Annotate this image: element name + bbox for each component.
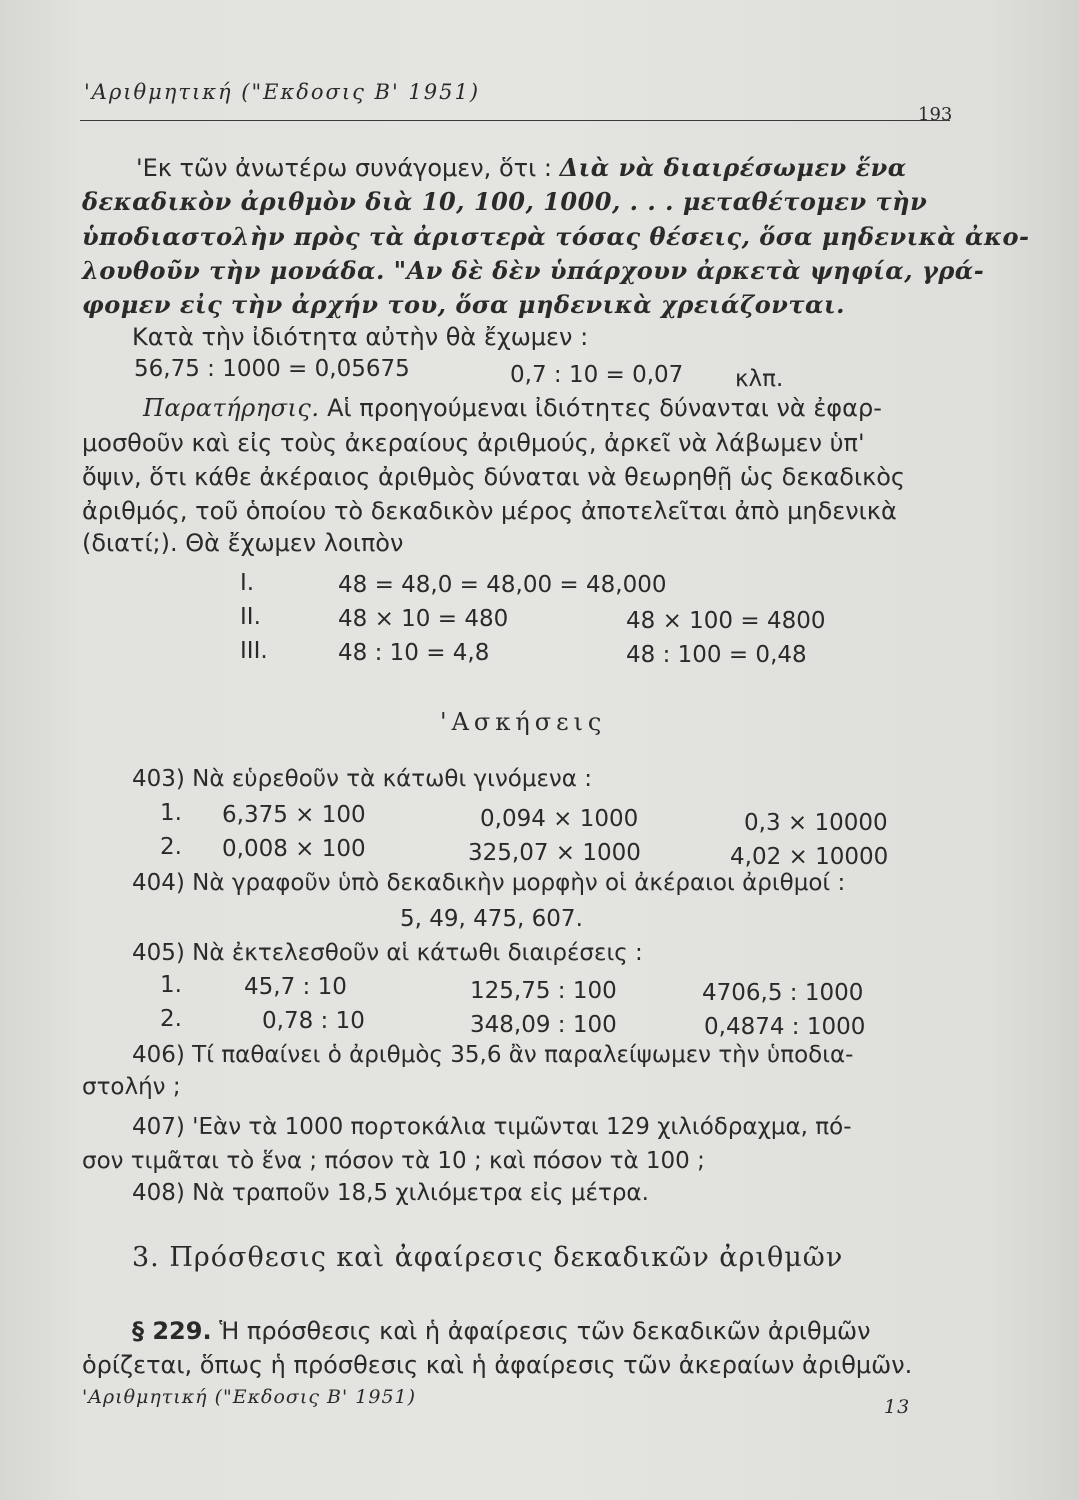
remark-line-2: μοσθοῦν καὶ εἰς τοὺς ἀκεραίους ἀριθμούς, ἀρκεῖ νὰ λάβωμεν ὑπ'	[82, 429, 865, 457]
intro-example-etc: κλπ.	[735, 366, 784, 392]
exercise-408: 408) Νὰ τραποῦν 18,5 χιλιόμετρα εἰς μέτρα.	[132, 1180, 649, 1206]
ex405-row1-c3: 4706,5 : 1000	[702, 980, 864, 1006]
ex405-row1-c1: 45,7 : 10	[244, 974, 347, 1000]
header-rule	[80, 120, 950, 121]
intro-line-2: δεκαδικὸν ἀριθμὸν διὰ 10, 100, 1000, . . . μεταθέτομεν τὴν	[82, 187, 928, 216]
remark-line-1-text: Αἱ προηγούμεναι ἰδιότητες δύνανται νὰ ἐφαρ-	[327, 394, 882, 422]
ex403-row2-num: 2.	[160, 834, 182, 860]
example-a-1: 48 = 48,0 = 48,00 = 48,000	[338, 572, 667, 598]
ex403-row2-c1: 0,008 × 100	[222, 836, 366, 862]
exercise-407-line-2: σον τιμᾶται τὸ ἕνα ; πόσον τὰ 10 ; καὶ πόσον τὰ 100 ;	[82, 1148, 705, 1174]
exercise-407-line-1: 407) 'Εὰν τὰ 1000 πορτοκάλια τιμῶνται 129 χιλιόδραχμα, πό-	[132, 1114, 852, 1140]
exercises-title: 'Ασκήσεις	[440, 708, 607, 736]
intro-line-1-b: Διὰ νὰ διαιρέσωμεν ἕνα	[559, 153, 907, 182]
example-num-3: III.	[240, 638, 268, 664]
example-num-2: II.	[240, 604, 261, 630]
footer-signature: 'Αριθμητική ("Εκδοσις Β' 1951)	[82, 1386, 417, 1408]
example-num-1: I.	[240, 570, 255, 596]
ex403-row1-c3: 0,3 × 10000	[744, 810, 888, 836]
ex405-row2-c3: 0,4874 : 1000	[704, 1014, 866, 1040]
intro-example-1: 56,75 : 1000 = 0,05675	[134, 356, 410, 382]
para-229-line-1-text: Ἡ πρόσθεσις καὶ ἡ ἀφαίρεσις τῶν δεκαδικῶν ἀριθμῶν	[219, 1317, 871, 1345]
remark-line-1	[143, 393, 882, 424]
ex405-row2-c2: 348,09 : 100	[470, 1012, 617, 1038]
intro-example-2: 0,7 : 10 = 0,07	[510, 362, 684, 388]
remark-line-4: ἀριθμός, τοῦ ὁποίου τὸ δεκαδικὸν μέρος ἀποτελεῖται ἀπὸ μηδενικὰ	[82, 497, 897, 525]
ex404-numbers: 5, 49, 475, 607.	[400, 906, 583, 932]
example-a-3: 48 : 10 = 4,8	[338, 640, 490, 666]
running-title: 'Αριθμητική ("Εκδοσις Β' 1951)	[84, 80, 481, 104]
intro-line-5: φομεν εἰς τὴν ἀρχήν του, ὅσα μηδενικὰ χρειάζονται.	[82, 290, 845, 319]
ex403-row1-num: 1.	[160, 800, 182, 826]
example-b-3: 48 : 100 = 0,48	[626, 642, 807, 668]
intro-line-1-a: 'Εκ τῶν ἀνωτέρω συνάγομεν, ὅτι :	[136, 154, 552, 182]
para-229-line-2: ὁρίζεται, ὅπως ἡ πρόσθεσις καὶ ἡ ἀφαίρεσις τῶν ἀκεραίων ἀριθμῶν.	[82, 1351, 913, 1379]
ex405-row1-num: 1.	[160, 972, 182, 998]
example-a-2: 48 × 10 = 480	[338, 606, 509, 632]
remark-line-3: ὄψιν, ὅτι κάθε ἀκέραιος ἀριθμὸς δύναται νὰ θεωρηθῇ ὡς δεκαδικὸς	[82, 463, 906, 491]
ex403-row1-c2: 0,094 × 1000	[480, 806, 639, 832]
exercise-404: 404) Νὰ γραφοῦν ὑπὸ δεκαδικὴν μορφὴν οἱ ἀκέραιοι ἀριθμοί :	[132, 870, 846, 896]
exercise-406-line-2: στολήν ;	[82, 1074, 181, 1100]
ex403-row2-c2: 325,07 × 1000	[468, 840, 641, 866]
ex405-row1-c2: 125,75 : 100	[470, 978, 617, 1004]
para-229-number: § 229.	[132, 1317, 212, 1345]
remark-line-5: (διατί;). Θὰ ἔχωμεν λοιπὸν	[82, 529, 404, 557]
exercise-406-line-1: 406) Τί παθαίνει ὁ ἀριθμὸς 35,6 ἂν παραλείψωμεν τὴν ὑποδια-	[132, 1042, 854, 1068]
ex403-row2-c3: 4,02 × 10000	[730, 844, 889, 870]
intro-line-6: Κατὰ τὴν ἰδιότητα αὐτὴν θὰ ἔχωμεν :	[132, 323, 589, 351]
intro-line-4: λουθοῦν τὴν μονάδα. "Αν δὲ δὲν ὑπάρχουν ἀρκετὰ ψηφία, γρά-	[82, 256, 985, 285]
exercise-405: 405) Νὰ ἐκτελεσθοῦν αἱ κάτωθι διαιρέσεις :	[132, 940, 643, 966]
ex405-row2-c1: 0,78 : 10	[262, 1008, 365, 1034]
page-number: 193	[918, 104, 953, 125]
intro-line-3: ὑποδιαστολὴν πρὸς τὰ ἀριστερὰ τόσας θέσεις, ὅσα μηδενικὰ ἀκο-	[82, 222, 1030, 251]
remark-label: Παρατήρησις.	[143, 394, 320, 422]
ex405-row2-num: 2.	[160, 1006, 182, 1032]
intro-line-1	[136, 152, 907, 184]
para-229-line-1	[132, 1316, 871, 1347]
section-heading: 3. Πρόσθεσις καὶ ἀφαίρεσις δεκαδικῶν ἀριθμῶν	[132, 1242, 844, 1273]
example-b-2: 48 × 100 = 4800	[626, 608, 826, 634]
exercise-403: 403) Νὰ εὑρεθοῦν τὰ κάτωθι γινόμενα :	[132, 766, 592, 792]
ex403-row1-c1: 6,375 × 100	[222, 802, 366, 828]
footer-sheet-number: 13	[884, 1396, 911, 1418]
